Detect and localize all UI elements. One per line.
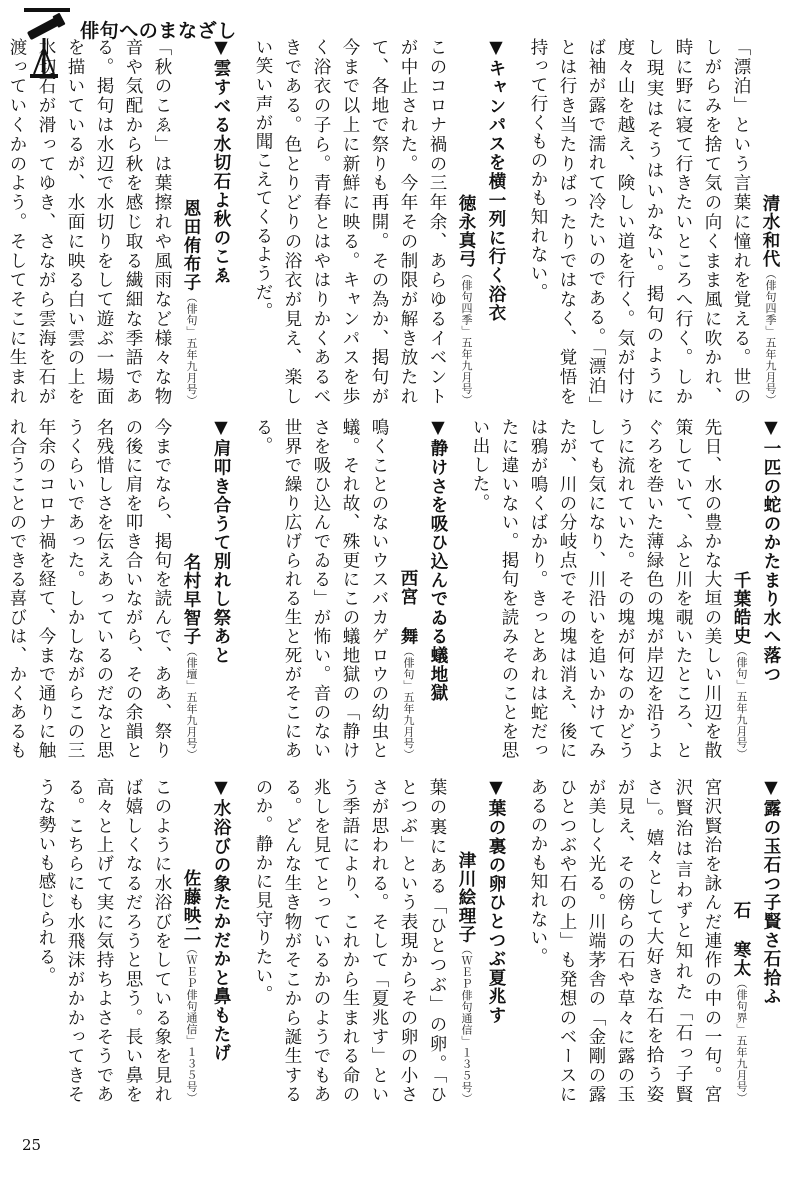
article-body: 「漂泊」という言葉に憧れを覚える。世のしがらみを捨て気の向くまま風に吹かれ、時に野に寝て行きたいところへ行く。しかし現実はそうはいかない。掲句のように度々山を越え、険しい道を行く。気が付けば袖が露で濡れて冷たいのである。「漂泊」とは行き当たりばったりではなく、覚悟を持って行くものかも知れない。 <box>528 38 751 406</box>
article-body: このように水浴びをしている象を見れば嬉しくなるだろうと思う。長い鼻を高々と上げて実に気持ちよさそうである。こちらにも水飛沫がかかってきそうな勢いも感じられる。 <box>36 778 172 1104</box>
source-citation: （俳句界」五年九月号） <box>735 977 748 1104</box>
tier-bottom <box>22 778 785 1104</box>
tier-top <box>7 38 785 406</box>
source-citation: （俳句四季」五年九月号） <box>764 268 777 406</box>
source-citation: （俳壇」五年九月号） <box>185 645 198 760</box>
article-onda <box>0 38 235 406</box>
byline <box>393 418 423 760</box>
article-sato <box>31 778 235 1104</box>
column-title: 俳句へのまなざし <box>80 20 237 42</box>
article-tsugawa <box>248 778 510 1104</box>
author-name: 津川絵理子 <box>456 850 476 943</box>
page-number: 25 <box>22 1136 42 1154</box>
byline <box>451 778 481 1104</box>
article-body: このコロナ禍の三年余、あらゆるイベントが中止された。今年その制限が解き放たれて、各地で祭りも再開。その為か、掲句が今まで以上に新鮮に映る。キャンパスを歩く浴衣の子ら。青春とはやはりかくあるべきである。色とりどりの浴衣が見え、楽しい笑い声が聞こえてくるようだ。 <box>253 38 447 406</box>
author-name: 清水和代 <box>760 194 780 268</box>
byline <box>726 418 756 760</box>
article-body: 今までなら、掲句を読んで、ああ、祭りの後に肩を叩き合いながら、その余韻と名残惜しさを伝えあっているのだなと思うくらいであった。しかしながらこの三年余のコロナ禍を経て、今まで通りに触れ合うことのできる喜びは、かくあるも <box>7 418 172 760</box>
haiku-headline: ▼キャンパスを横一列に行く浴衣 <box>486 38 506 323</box>
haiku-headline: ▼静けさを吸ひ込んでゐる蟻地獄 <box>428 418 448 703</box>
article-namura <box>0 418 235 760</box>
article-body: 先日、水の豊かな大垣の美しい川辺を散策していて、ふと川を覗いたところ、とぐろを巻いた薄緑色の塊が岸辺を沿うように流れていた。その塊が何なのかどうしても気になり、川沿いを追いかけてみたが、川の分岐点でその塊は消え、後には鴉が鳴くばかり。きっとあれは蛇だったに違いない。掲句を読みそのことを思い出した。 <box>470 418 722 760</box>
author-name: 名村早智子 <box>181 552 201 645</box>
byline <box>176 38 206 406</box>
byline <box>726 778 756 1104</box>
byline <box>451 38 481 406</box>
haiku-headline: ▼雲すべる水切石よ秋のこゑ <box>211 38 231 285</box>
author-name: 恩田侑布子 <box>181 198 201 291</box>
author-name: 佐藤映二 <box>181 869 201 943</box>
byline <box>176 418 206 760</box>
haiku-headline: ▼水浴びの象たかだかと鼻もたげ <box>211 778 231 1063</box>
article-body: 「秋のこゑ」は葉擦れや風雨など様々な物音や気配から秋を感じ取る繊細な季語である。掲句は水辺で水切りをして遊ぶ一場面を描いているが、水面に映る白い雲の上を水切石が滑ってゆき、さながら雲海を石が渡っていくかのよう。そしてそこに生まれ <box>7 38 172 406</box>
article-ishi <box>523 778 785 1104</box>
article-body: 葉の裏にある「ひとつぶ」の卵。「ひとつぶ」という表現からその卵の小ささが思われる。そして「夏兆す」という季語により、これから生まれる命の兆しを見てとっているかのようでもある。どんな生き物がそこから誕生するのか。静かに見守りたい。 <box>253 778 447 1104</box>
source-citation: （俳句」五年九月号） <box>735 645 748 760</box>
tier-middle <box>7 418 785 760</box>
source-citation: （俳句」五年九月号） <box>402 645 415 760</box>
author-name: 徳永真弓 <box>456 194 476 268</box>
article-nishimiya <box>248 418 452 760</box>
article-tokunaga <box>248 38 510 406</box>
haiku-headline: ▼肩叩き合うて別れし祭あと <box>211 418 231 665</box>
source-citation: （俳句四季」五年九月号） <box>460 268 473 406</box>
article-chiba <box>465 418 785 760</box>
article-shimizu <box>523 38 785 406</box>
haiku-headline: ▼葉の裏の卵ひとつぶ夏兆す <box>486 778 506 1025</box>
haiku-headline: ▼露の玉石つ子賢さ石拾ふ <box>761 778 781 1007</box>
article-body: 宮沢賢治を詠んだ連作の中の一句。宮沢賢治は言わずと知れた「石っ子賢さ」。嬉々として大好きな石を拾う姿が見え、その傍らの石や草々に露の玉が美しく光る。川端茅舎の「金剛の露ひとつぶや石の上」も発想のベースにあるのかも知れない。 <box>528 778 722 1104</box>
source-citation: （ＷＥＰ俳句通信」１３５号） <box>460 943 473 1104</box>
author-name: 西宮 舞 <box>398 568 418 645</box>
author-name: 石 寒太 <box>731 901 751 978</box>
source-citation: （ＷＥＰ俳句通信」１３５号） <box>185 943 198 1104</box>
source-citation: （俳句」五年九月号） <box>185 291 198 406</box>
byline <box>176 778 206 1104</box>
byline <box>755 38 785 406</box>
haiku-headline: ▼一匹の蛇のかたまり水へ落つ <box>761 418 781 684</box>
author-name: 千葉皓史 <box>731 571 751 645</box>
article-body: 鳴くことのないウスバカゲロウの幼虫と蟻。それ故、殊更にこの蟻地獄の「静けさを吸ひ込んでゐる」が怖い。音のない世界で繰り広げられる生と死がそこにある。 <box>253 418 389 760</box>
